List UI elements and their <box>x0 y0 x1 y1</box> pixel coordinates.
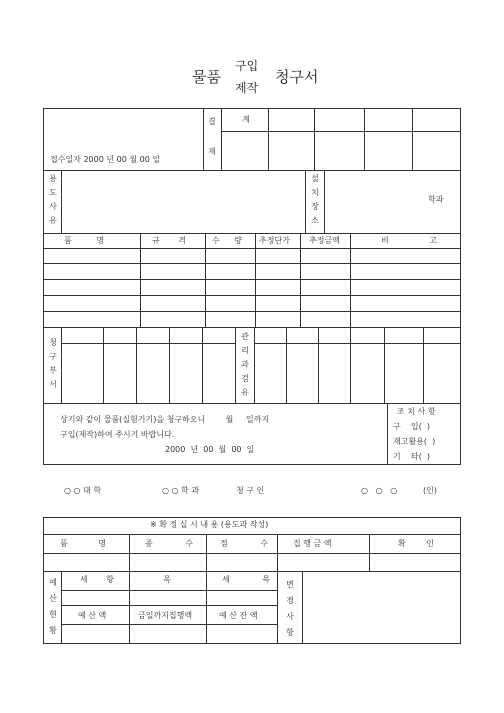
budget-item: 목 <box>163 575 171 584</box>
items-header-qty: 수 량 <box>212 236 242 245</box>
admin-review-label-5: 유 <box>241 388 249 397</box>
signature-seal: (인) <box>423 486 437 495</box>
items-header-unit-price: 추정단가 <box>259 236 290 245</box>
approval-label-1: 결 <box>208 117 216 126</box>
received-date: 접수일자 2000 년 00 월 00 일 <box>50 155 161 164</box>
admin-review-label-4: 검 <box>241 374 249 383</box>
purpose-label-2: 도 <box>49 188 57 197</box>
confirm-header-amount: 집 행 금 액 <box>293 539 332 548</box>
approval-first-cell: 계 <box>242 115 250 124</box>
signature-dept: ○ ○ 학 과 <box>162 486 200 495</box>
install-label-4: 소 <box>311 216 319 225</box>
budget-label-2: 산 <box>49 594 57 603</box>
admin-review-label-1: 관 <box>241 332 249 341</box>
confirm-header-count: 점 수 <box>220 539 268 548</box>
budget-amount: 예 산 액 <box>78 611 107 620</box>
signature-requester: 청 구 인 <box>236 486 265 495</box>
request-dept-label-1: 청 <box>49 338 57 347</box>
purpose-label-1: 용 <box>49 174 57 183</box>
items-header-amount: 추정금액 <box>309 236 340 245</box>
title-stack-top: 구입 <box>235 59 259 73</box>
title-right: 청구서 <box>275 68 319 86</box>
install-label-1: 설 <box>311 174 319 183</box>
request-dept-label-4: 서 <box>49 380 57 389</box>
change-label-1: 변 <box>286 580 294 589</box>
items-header-spec: 규 격 <box>152 236 186 245</box>
admin-review-label-2: 리 <box>241 346 249 355</box>
confirm-header-confirm: 확 인 <box>398 539 434 548</box>
items-header-note: 비 고 <box>381 236 437 245</box>
budget-label-1: 예 <box>49 578 57 587</box>
budget-subitem: 세 목 <box>222 575 270 584</box>
budget-label-4: 황 <box>49 626 57 635</box>
title-stack-bottom: 제작 <box>235 81 259 95</box>
signature-college: ○ ○ 대 학 <box>64 486 102 495</box>
install-dept-suffix: 학과 <box>428 195 444 204</box>
signature-name: ○ ○ ○ <box>361 486 398 495</box>
purpose-label-4: 유 <box>49 216 57 225</box>
items-header-name: 품 명 <box>64 236 104 245</box>
change-label-2: 경 <box>286 596 294 605</box>
request-dept-label-2: 구 <box>49 352 57 361</box>
confirm-title: ※ 확 정 실 시 내 용 (용도과 작성) <box>150 520 269 529</box>
request-text-line1: 상기와 같이 물품(실험기기)을 청구하오니 월 일까지 <box>60 415 270 424</box>
install-label-2: 치 <box>311 188 319 197</box>
budget-label-3: 현 <box>49 610 57 619</box>
budget-spent-to-date: 금일까지집행액 <box>138 611 193 620</box>
change-label-3: 사 <box>286 612 294 621</box>
action-item-other: 기 타( ) <box>393 452 430 461</box>
budget-remaining: 예 산 잔 액 <box>219 611 258 620</box>
approval-label-2: 재 <box>208 147 216 156</box>
request-dept-label-3: 부 <box>49 366 57 375</box>
action-item-reuse: 재고활용( ) <box>393 437 436 446</box>
install-label-3: 장 <box>311 202 319 211</box>
request-text-line2: 구입(제작)하여 주시기 바랍니다. <box>60 430 175 439</box>
confirm-header-name: 품 명 <box>60 539 106 548</box>
request-text-date: 2000 년 00 월 00 일 <box>165 445 255 454</box>
purpose-label-3: 사 <box>49 202 57 211</box>
confirm-header-kinds: 종 수 <box>145 539 193 548</box>
admin-review-label-3: 과 <box>241 360 249 369</box>
action-title: 조 치 사 항 <box>397 407 436 416</box>
title-left: 물품 <box>192 68 221 86</box>
action-item-purchase: 구 입( ) <box>393 422 430 431</box>
budget-section: 세 항 <box>80 575 114 584</box>
change-label-4: 항 <box>286 628 294 637</box>
